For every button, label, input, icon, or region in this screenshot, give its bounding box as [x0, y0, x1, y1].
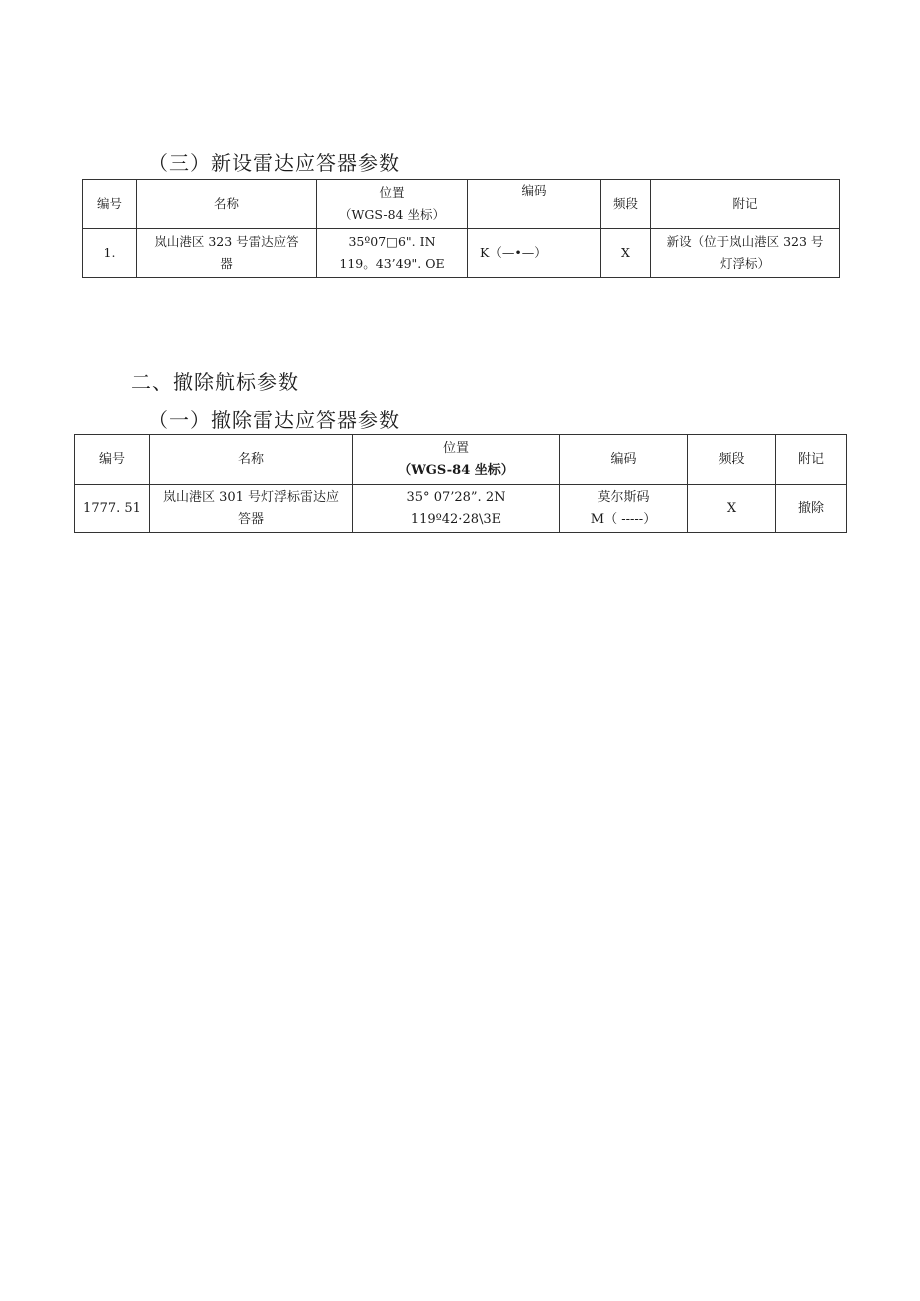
cell-position [353, 485, 560, 533]
cell-code-line1: 莫尔斯码 [597, 489, 650, 505]
header-band: 频段 [688, 435, 776, 485]
table-row [83, 229, 840, 278]
cell-band: X [688, 485, 776, 533]
cell-remark: 撤除 [776, 485, 847, 533]
cell-name-line1: 岚山港区 301 号灯浮标雷达应 [162, 489, 340, 505]
cell-longitude: 119。43’49". OE [339, 256, 445, 271]
cell-remark-line2: 灯浮标） [719, 256, 770, 271]
table-header-row [83, 180, 840, 229]
header-no: 编号 [75, 435, 150, 485]
cell-name [137, 229, 317, 278]
header-code: 编码 [468, 180, 601, 229]
header-position-label: 位置 [442, 440, 469, 456]
header-name: 名称 [137, 180, 317, 229]
header-remark: 附记 [776, 435, 847, 485]
cell-name-line2: 器 [220, 256, 233, 271]
cell-remark-line1: 新设（位于岚山港区 323 号 [666, 234, 824, 249]
cell-name [150, 485, 353, 533]
header-position-sub: （WGS-84 坐标） [339, 207, 445, 222]
removed-radar-transponder-subtitle: （一）撤除雷达应答器参数 [148, 408, 400, 432]
cell-position [317, 229, 468, 278]
header-band: 频段 [601, 180, 651, 229]
cell-code: K（—•—） [468, 229, 601, 278]
cell-latitude: 35º07□6". IN [348, 234, 436, 249]
table-row [75, 485, 847, 533]
header-position-sub: （WGS-84 坐标） [398, 462, 514, 478]
new-radar-transponder-subtitle: （三）新设雷达应答器参数 [148, 151, 400, 175]
header-position [317, 180, 468, 229]
cell-latitude: 35° 07’28”. 2N [406, 489, 506, 505]
header-remark: 附记 [651, 180, 840, 229]
removed-radar-transponder-table [74, 434, 847, 533]
header-no: 编号 [83, 180, 137, 229]
new-radar-transponder-table [82, 179, 840, 278]
header-code: 编码 [560, 435, 688, 485]
cell-code [560, 485, 688, 533]
table-header-row [75, 435, 847, 485]
cell-longitude: 119º42·28\3E [410, 511, 502, 527]
cell-code-line2: M（ -----） [590, 511, 657, 527]
cell-no: 1. [83, 229, 137, 278]
cell-no: 1777. 51 [75, 485, 150, 533]
header-name: 名称 [150, 435, 353, 485]
cell-band: X [601, 229, 651, 278]
cell-name-line1: 岚山港区 323 号雷达应答 [154, 234, 299, 249]
header-position [353, 435, 560, 485]
cell-remark [651, 229, 840, 278]
header-position-label: 位置 [379, 185, 405, 200]
cell-name-line2: 答器 [237, 511, 264, 527]
removed-aids-section-title: 二、撤除航标参数 [131, 370, 299, 394]
